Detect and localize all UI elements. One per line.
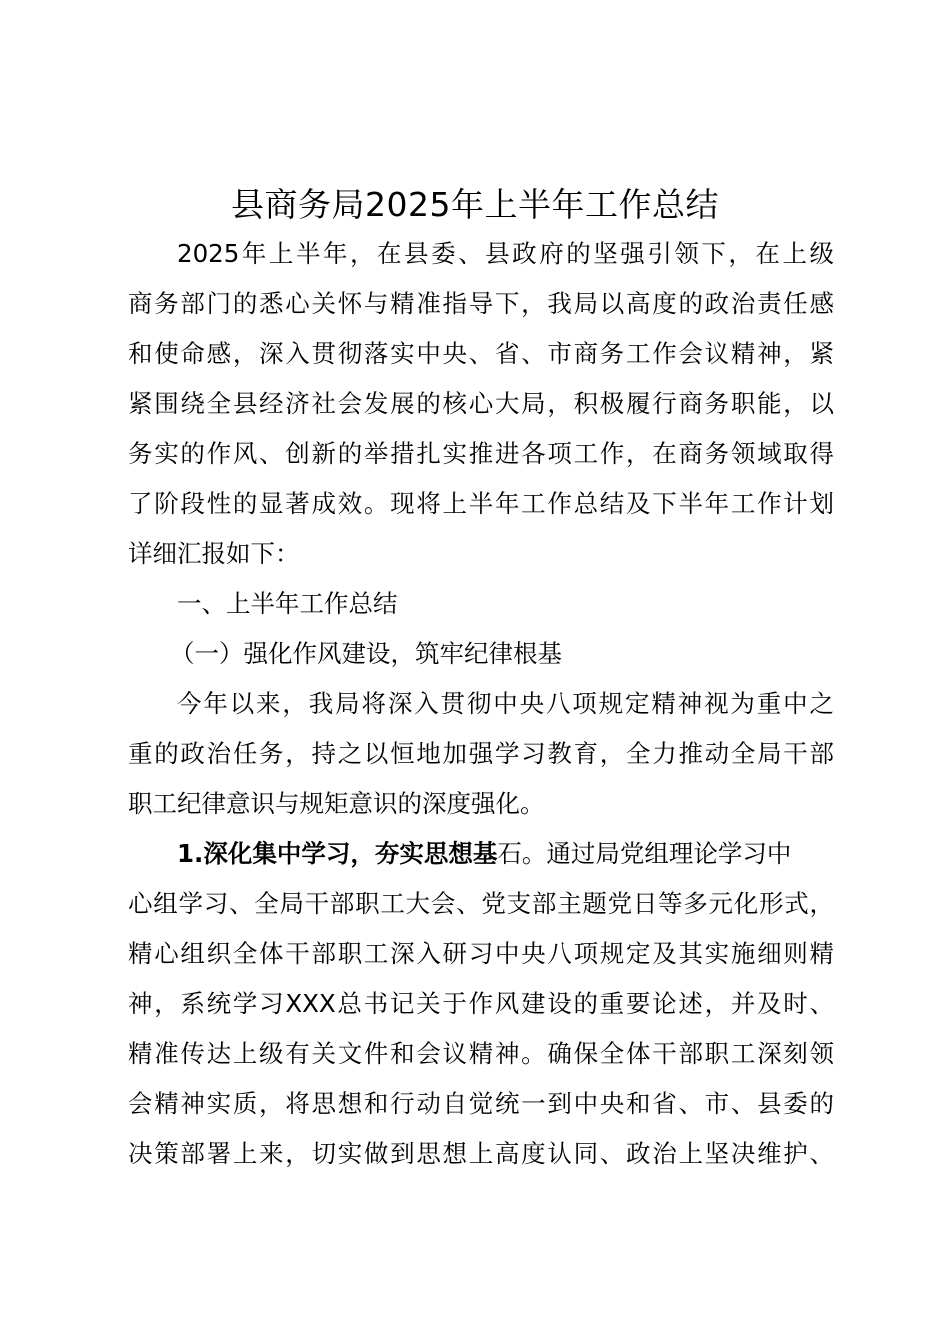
intro-line-5: 务实的作风、创新的举措扎实推进各项工作，在商务领域取得 xyxy=(128,439,834,468)
item-1-line-3: 精心组织全体干部职工深入研习中央八项规定及其实施细则精 xyxy=(128,939,834,968)
item-1-line-6: 会精神实质，将思想和行动自觉统一到中央和省、市、县委的 xyxy=(128,1089,834,1118)
item-1-first-line xyxy=(177,834,834,874)
document-title: 县商务局2025年上半年工作总结 xyxy=(231,185,719,224)
item-1-line-4: 神，系统学习XXX总书记关于作风建设的重要论述，并及时、 xyxy=(128,989,834,1018)
item-1-line-5: 精准传达上级有关文件和会议精神。确保全体干部职工深刻领 xyxy=(128,1039,834,1068)
section-heading: 一、上半年工作总结 xyxy=(177,589,398,618)
item-1-line-2: 心组学习、全局干部职工大会、党支部主题党日等多元化形式， xyxy=(128,889,834,918)
intro-line-6: 了阶段性的显著成效。现将上半年工作总结及下半年工作计划 xyxy=(128,489,834,518)
intro-line-7: 详细汇报如下： xyxy=(128,539,300,568)
intro-line-2: 商务部门的悉心关怀与精准指导下，我局以高度的政治责任感 xyxy=(128,289,834,318)
item-1-line-7: 决策部署上来，切实做到思想上高度认同、政治上坚决维护、 xyxy=(128,1139,834,1168)
paragraph-line-3: 职工纪律意识与规矩意识的深度强化。 xyxy=(128,789,545,818)
intro-line-1: 2025年上半年，在县委、县政府的坚强引领下，在上级 xyxy=(177,239,834,268)
paragraph-line-1: 今年以来，我局将深入贯彻中央八项规定精神视为重中之 xyxy=(177,689,834,718)
item-1-text: 石。通过局党组理论学习中 xyxy=(497,839,792,868)
paragraph-line-2: 重的政治任务，持之以恒地加强学习教育，全力推动全局干部 xyxy=(128,739,834,768)
item-1-heading: 1.深化集中学习，夯实思想基 xyxy=(177,839,498,868)
subsection-heading: （一）强化作风建设，筑牢纪律根基 xyxy=(170,639,562,668)
intro-line-3: 和使命感，深入贯彻落实中央、省、市商务工作会议精神，紧 xyxy=(128,339,834,368)
intro-line-4: 紧围绕全县经济社会发展的核心大局，积极履行商务职能，以 xyxy=(128,389,834,418)
